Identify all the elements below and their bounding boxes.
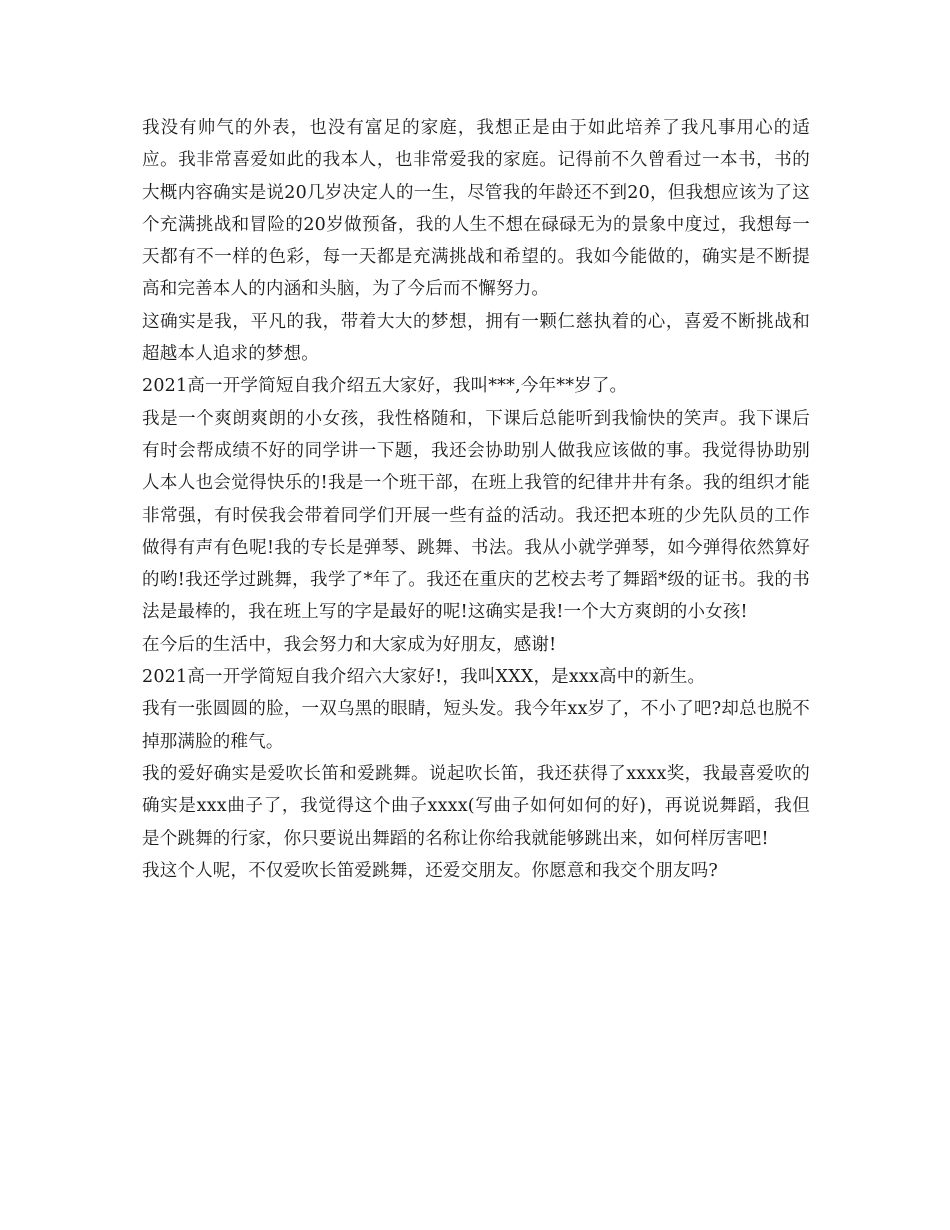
document-body (142, 112, 810, 887)
paragraph-9: 我这个人呢，不仅爱吹长笛爱跳舞，还爱交朋友。你愿意和我交个朋友吗? (142, 860, 718, 881)
paragraph-1: 我没有帅气的外表，也没有富足的家庭，我想正是由于如此培养了我凡事用心的适应。我非常喜爱如此的我本人，也非常爱我的家庭。记得前不久曾看过一本书，书的大概内容确实是说20几岁决定人的一生，尽管我的年龄还不到20，但我想应该为了这个充满挑战和冒险的20岁做预备，我的人生不想在碌碌无为的景象中度过，我想每一天都有不一样的色彩，每一天都是充满挑战和希望的。我如今能做的，确实是不断提高和完善本人的内涵和头脑，为了今后而不懈努力。 (142, 118, 810, 300)
paragraph-4: 我是一个爽朗爽朗的小女孩，我性格随和，下课后总能听到我愉快的笑声。我下课后有时会帮成绩不好的同学讲一下题，我还会协助别人做我应该做的事。我觉得协助别人本人也会觉得快乐的!我是一个班干部，在班上我管的纪律井井有条。我的组织才能非常强，有时侯我会带着同学们开展一些有益的活动。我还把本班的少先队员的工作做得有声有色呢!我的专长是弹琴、跳舞、书法。我从小就学弹琴，如今弹得依然算好的哟!我还学过跳舞，我学了*年了。我还在重庆的艺校去考了舞蹈*级的证书。我的书法是最棒的，我在班上写的字是最好的呢!这确实是我!一个大方爽朗的小女孩! (142, 408, 810, 623)
paragraph-8: 我的爱好确实是爱吹长笛和爱跳舞。说起吹长笛，我还获得了xxxx奖，我最喜爱吹的确实是xxx曲子了，我觉得这个曲子xxxx(写曲子如何如何的好)，再说说舞蹈，我但是个跳舞的行家，你只要说出舞蹈的名称让你给我就能够跳出来，如何样厉害吧! (142, 763, 810, 849)
paragraph-3: 2021高一开学简短自我介绍五大家好，我叫***,今年**岁了。 (142, 376, 628, 397)
paragraph-5: 在今后的生活中，我会努力和大家成为好朋友，感谢! (142, 634, 557, 655)
paragraph-7: 我有一张圆圆的脸，一双乌黑的眼睛，短头发。我今年xx岁了，不小了吧?却总也脱不掉那满脸的稚气。 (142, 699, 810, 752)
paragraph-6: 2021高一开学简短自我介绍六大家好!，我叫XXX，是xxx高中的新生。 (142, 667, 706, 688)
paragraph-2: 这确实是我，平凡的我，带着大大的梦想，拥有一颗仁慈执着的心，喜爱不断挑战和超越本人追求的梦想。 (142, 311, 810, 365)
